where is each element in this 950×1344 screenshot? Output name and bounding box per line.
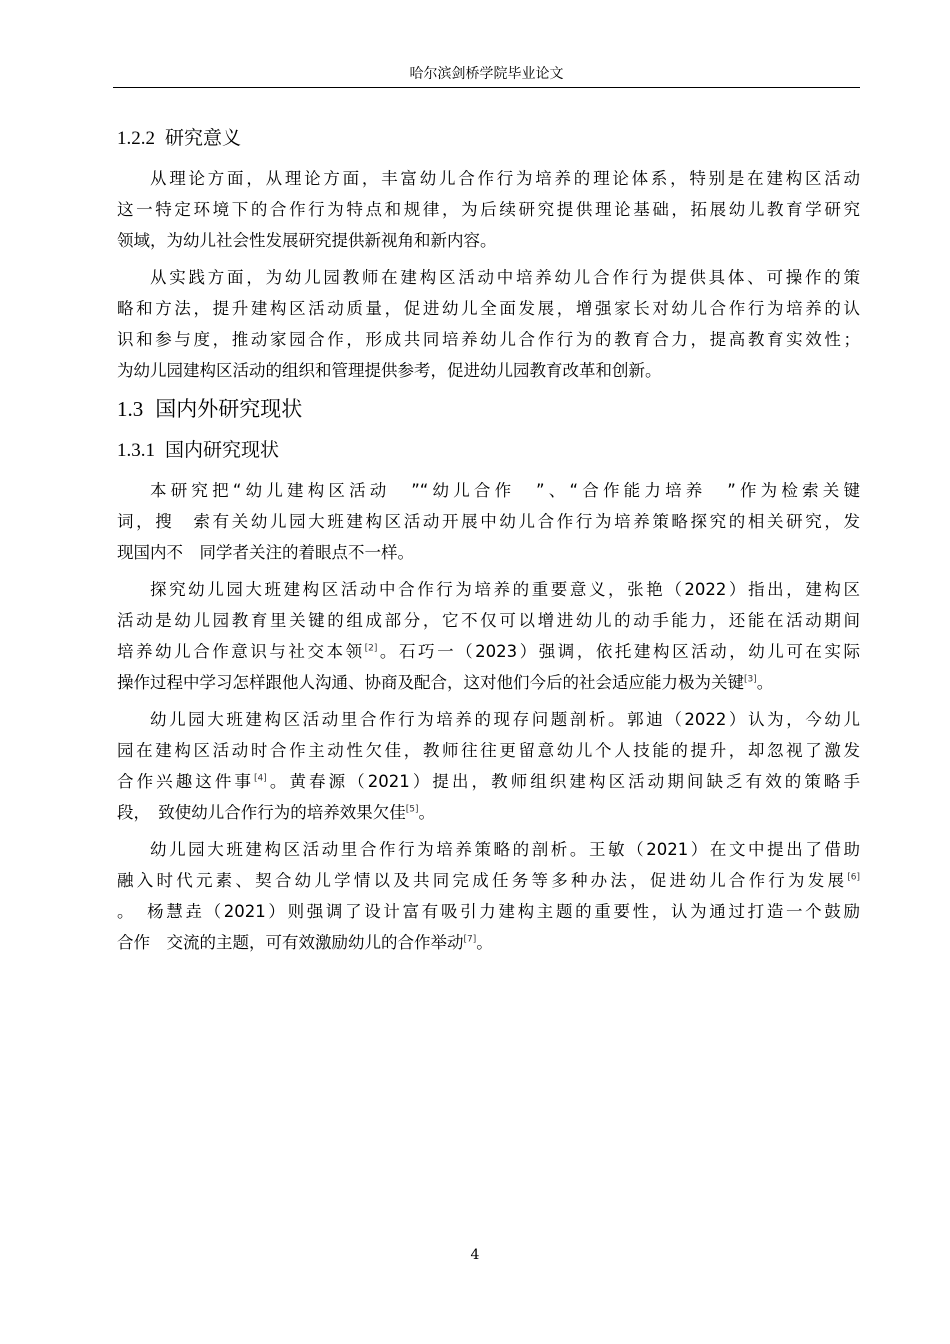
section-heading-1-3 [117, 392, 860, 426]
paragraph-significance [117, 574, 860, 698]
text-line: 。 杨慧垚（2021）则强调了设计富有吸引力建构主题的重要性，认为通过打造一个鼓励 [117, 902, 860, 921]
text-line [117, 927, 860, 958]
text-line: 从实践方面，为幼儿园教师在建构区活动中培养幼儿合作行为提供具体、可操作的策 [150, 268, 860, 287]
section-heading-1-2-2 [117, 122, 860, 155]
citation-marker: [3] [744, 674, 757, 685]
section-number: 1.3.1 [117, 440, 155, 461]
text-line: 领域，为幼儿社会性发展研究提供新视角和新内容。 [117, 231, 497, 250]
citation-marker: [5] [405, 804, 419, 815]
text-segment: 操作过程中学习怎样跟他人沟通、协商及配合，这对他们今后的社会适应能力极为关键 [117, 673, 744, 692]
text-line: 探究幼儿园大班建构区活动中合作行为培养的重要意义，张艳（2022）指出，建构区 [150, 580, 860, 599]
paragraph-problems [117, 704, 860, 828]
text-segment: 。石巧一（2023）强调，依托建构区活动，幼儿可在实际 [377, 642, 861, 661]
text-segment: 融入时代元素、契合幼儿学情以及共同完成任务等多种办法，促进幼儿合作行为发展 [117, 871, 848, 890]
text-line: 这一特定环境下的合作行为特点和规律，为后续研究提供理论基础，拓展幼儿教育学研究 [117, 200, 860, 219]
section-number: 1.2.2 [117, 128, 155, 149]
page-body [117, 122, 860, 964]
text-segment: 。 [476, 933, 493, 952]
page-number: 4 [470, 1247, 480, 1263]
text-segment: 合作 交流的主题，可有效激励幼儿的合作举动 [117, 933, 464, 952]
section-number: 1.3 [117, 397, 144, 421]
text-line: 园在建构区活动时合作主动性欠佳，教师往往更留意幼儿个人技能的提升，却忽视了激发 [117, 741, 860, 760]
text-line: 略和方法，提升建构区活动质量，促进幼儿全面发展，增强家长对幼儿合作行为培养的认 [117, 299, 860, 318]
citation-marker: [4] [254, 773, 267, 784]
text-segment: 合作兴趣这件事 [117, 772, 255, 791]
paragraph-theory [117, 163, 860, 256]
text-segment: 段， 致使幼儿合作行为的培养效果欠佳 [117, 803, 406, 822]
citation-marker: [6] [847, 872, 860, 883]
text-line: 幼儿园大班建构区活动里合作行为培养的现存问题剖析。郭迪（2022）认为，今幼儿 [150, 710, 860, 729]
text-segment: 。 [756, 673, 774, 692]
text-line: 识和参与度，推动家园合作，形成共同培养幼儿合作行为的教育合力，提高教育实效性； [117, 330, 860, 349]
text-line [117, 766, 860, 797]
citation-marker: [7] [463, 934, 477, 945]
text-line: 从理论方面，从理论方面，丰富幼儿合作行为培养的理论体系，特别是在建构区活动 [150, 169, 860, 188]
text-line [117, 797, 860, 828]
section-title: 研究意义 [165, 127, 242, 149]
running-header: 哈尔滨剑桥学院毕业论文 [409, 66, 564, 82]
text-segment: 。黄春源（2021）提出，教师组织建构区活动期间缺乏有效的策略手 [266, 772, 861, 791]
text-line: 现国内不 同学者关注的着眼点不一样。 [117, 543, 414, 562]
section-title: 国内研究现状 [165, 439, 280, 461]
text-line: 为幼儿园建构区活动的组织和管理提供参考，促进幼儿园教育改革和创新。 [117, 361, 662, 380]
text-line: 本研究把“幼儿建构区活动 ”“幼儿合作 ”、“合作能力培养 ”作为检索关键 [150, 481, 860, 500]
section-heading-1-3-1 [117, 434, 860, 467]
text-line [117, 667, 860, 698]
section-title: 国内外研究现状 [155, 397, 303, 421]
text-line: 幼儿园大班建构区活动里合作行为培养策略的剖析。王敏（2021）在文中提出了借助 [150, 840, 860, 859]
text-line [117, 865, 860, 896]
text-line: 词，搜 索有关幼儿园大班建构区活动开展中幼儿合作行为培养策略探究的相关研究，发 [117, 512, 860, 531]
text-line: 活动是幼儿园教育里关键的组成部分，它不仅可以增进幼儿的动手能力，还能在活动期间 [117, 611, 860, 630]
header-rule [113, 87, 860, 88]
text-segment: 培养幼儿合作意识与社交本领 [117, 642, 365, 661]
paragraph-strategies [117, 834, 860, 958]
citation-marker: [2] [364, 643, 378, 654]
paragraph-search-keywords [117, 475, 860, 568]
text-line [117, 636, 860, 667]
paragraph-practice [117, 262, 860, 386]
text-segment: 。 [418, 803, 435, 822]
